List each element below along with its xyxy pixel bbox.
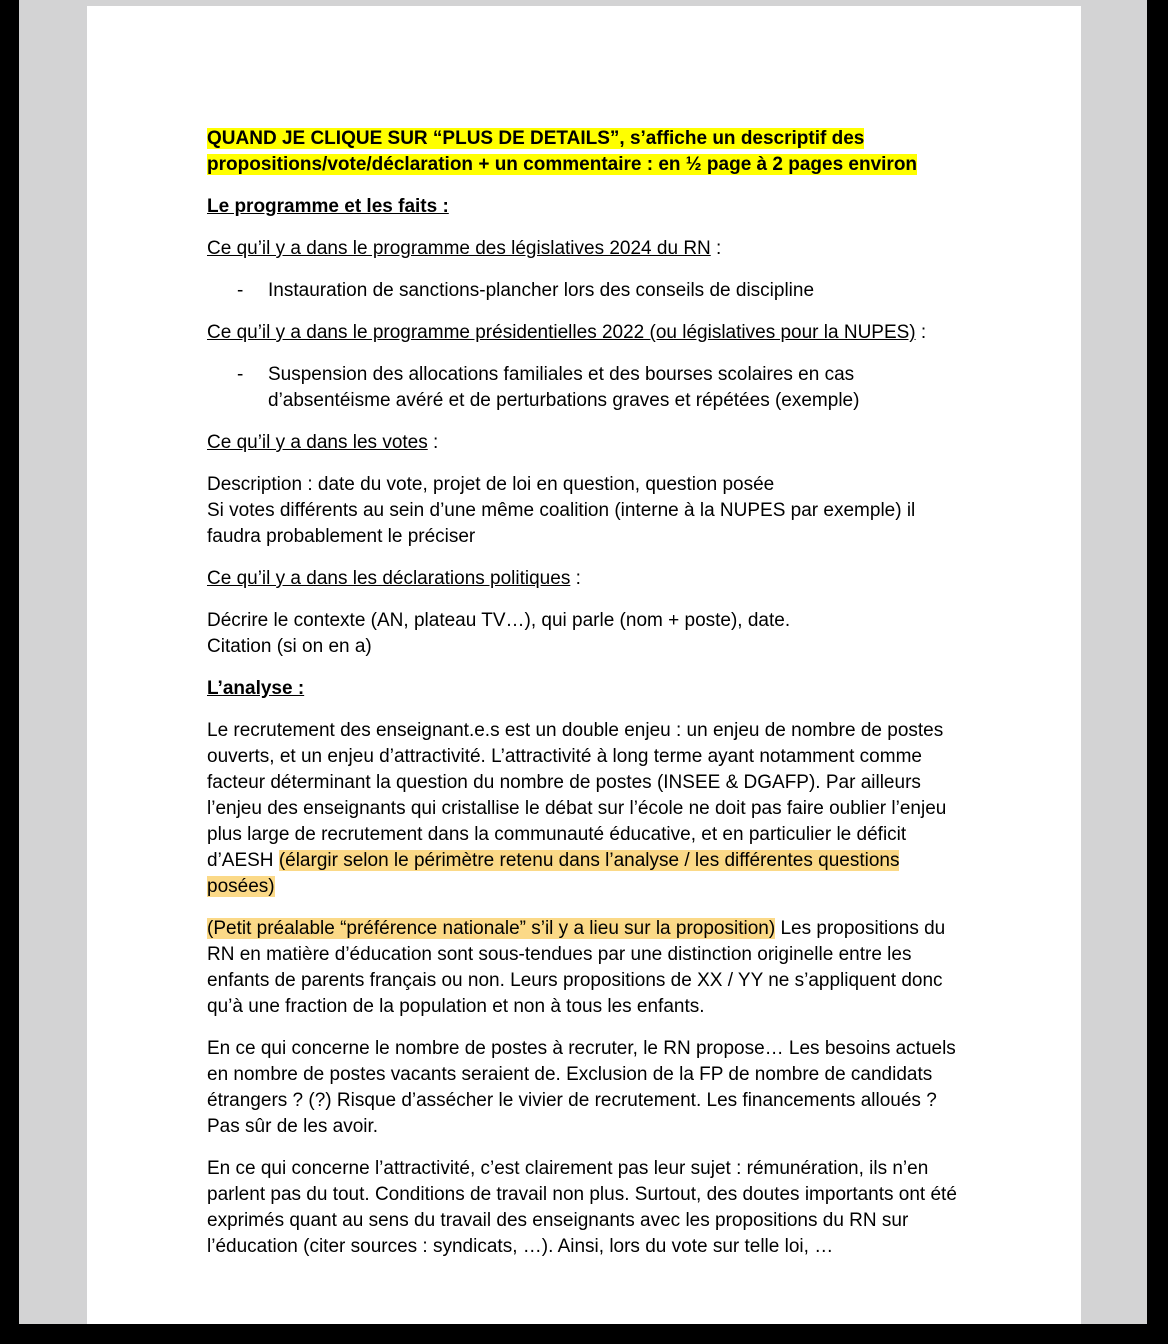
text-segment: Suspension des allocations familiales et des bourses scolaires en cas d’absentéisme avéré et de perturbations graves et répétées (exemple) xyxy=(268,364,860,411)
text-segment: Si votes différents au sein d’une même coalition (interne à la NUPES par exemple) il faudra probablement le préciser xyxy=(207,500,916,547)
text-segment: : xyxy=(710,238,722,259)
text-segment: En ce qui concerne l’attractivité, c’est clairement pas leur sujet : rémunération, ils n’en parlent pas du tout. Conditions de travail non plus. Surtout, des doutes importants ont été exprimés quant au sens du travail des enseignants avec les propositions du RN sur l’éducation (citer sources : syndicats, …). Ainsi, lors du vote sur telle loi, … xyxy=(207,1158,957,1257)
text-segment: (Petit préalable “préférence nationale” s’il y a lieu sur la proposition) xyxy=(207,918,776,939)
para-declarations-description xyxy=(207,608,962,660)
text-segment: Ce qu’il y a dans les votes xyxy=(207,432,428,453)
document-body xyxy=(87,6,1081,1260)
bullet-text xyxy=(268,362,962,414)
text-segment: : xyxy=(570,568,581,589)
text-segment: Le recrutement des enseignant.e.s est un double enjeu : un enjeu de nombre de postes ouverts, et un enjeu d’attractivité. L’attractivité à long terme ayant notamment comme facteur déterminant la question du nombre de postes (INSEE & DGAFP). Par ailleurs l’enjeu des enseignants qui cristallise le débat sur l’école ne doit pas faire oublier l’enjeu plus large de recrutement dans la communauté éducative, et en particulier le déficit d’AESH xyxy=(207,720,947,871)
text-segment: Ce qu’il y a dans le programme présidentielles 2022 (ou législatives pour la NUPES) xyxy=(207,322,916,343)
text-segment: : xyxy=(915,322,927,343)
bullet-marker: - xyxy=(237,280,244,301)
text-segment: Ce qu’il y a dans les déclarations politiques xyxy=(207,568,571,589)
para-votes-description xyxy=(207,472,962,550)
para-analyse-nombre-postes xyxy=(207,1036,962,1140)
bullet-instauration-sanctions xyxy=(207,278,962,304)
bullet-suspension-allocations xyxy=(207,362,962,414)
text-segment: : xyxy=(427,432,439,453)
para-analyse-attractivite xyxy=(207,1156,962,1260)
text-segment: L’analyse : xyxy=(207,678,305,699)
para-analyse-preference-nationale xyxy=(207,916,962,1020)
text-segment: Les propositions du RN en matière d’éducation sont sous-tendues par une distinction originelle entre les enfants de parents français ou non. Leurs propositions de XX / YY ne s’appliquent donc qu’à une fraction de la population et non à tous les enfants. xyxy=(207,918,946,1017)
text-segment: (élargir selon le périmètre retenu dans l’analyse / les différentes questions posées) xyxy=(207,850,900,897)
text-segment: QUAND JE CLIQUE SUR “PLUS DE DETAILS”, s’affiche un descriptif des propositions/vote/déclaration + un commentaire : en ½ page à 2 pages environ xyxy=(207,128,918,175)
subheading-legislatives-2024-rn xyxy=(207,236,962,262)
subheading-presidentielles-2022 xyxy=(207,320,962,346)
subheading-votes xyxy=(207,430,962,456)
text-segment: Décrire le contexte (AN, plateau TV…), qui parle (nom + poste), date. xyxy=(207,610,791,631)
text-segment: Le programme et les faits : xyxy=(207,196,449,217)
text-segment: Description : date du vote, projet de loi en question, question posée xyxy=(207,474,775,495)
bullet-marker: - xyxy=(237,364,244,385)
title-highlighted xyxy=(207,126,962,178)
text-segment: En ce qui concerne le nombre de postes à recruter, le RN propose… Les besoins actuels en nombre de postes vacants seraient de. Exclusion de la FP de nombre de candidats étrangers ? (?) Risque d’assécher le vivier de recrutement. Les financements alloués ? Pas sûr de les avoir. xyxy=(207,1038,956,1137)
section-heading-analyse xyxy=(207,676,962,702)
subheading-declarations-politiques xyxy=(207,566,962,592)
text-segment: Ce qu’il y a dans le programme des législatives 2024 du RN xyxy=(207,238,711,259)
section-heading-programme-et-faits xyxy=(207,194,962,220)
viewer-background xyxy=(19,0,1147,1324)
document-page xyxy=(87,6,1081,1324)
bullet-text xyxy=(268,278,962,304)
text-segment: Citation (si on en a) xyxy=(207,636,372,657)
para-analyse-recrutement xyxy=(207,718,962,900)
text-segment: Instauration de sanctions-plancher lors des conseils de discipline xyxy=(268,280,815,301)
